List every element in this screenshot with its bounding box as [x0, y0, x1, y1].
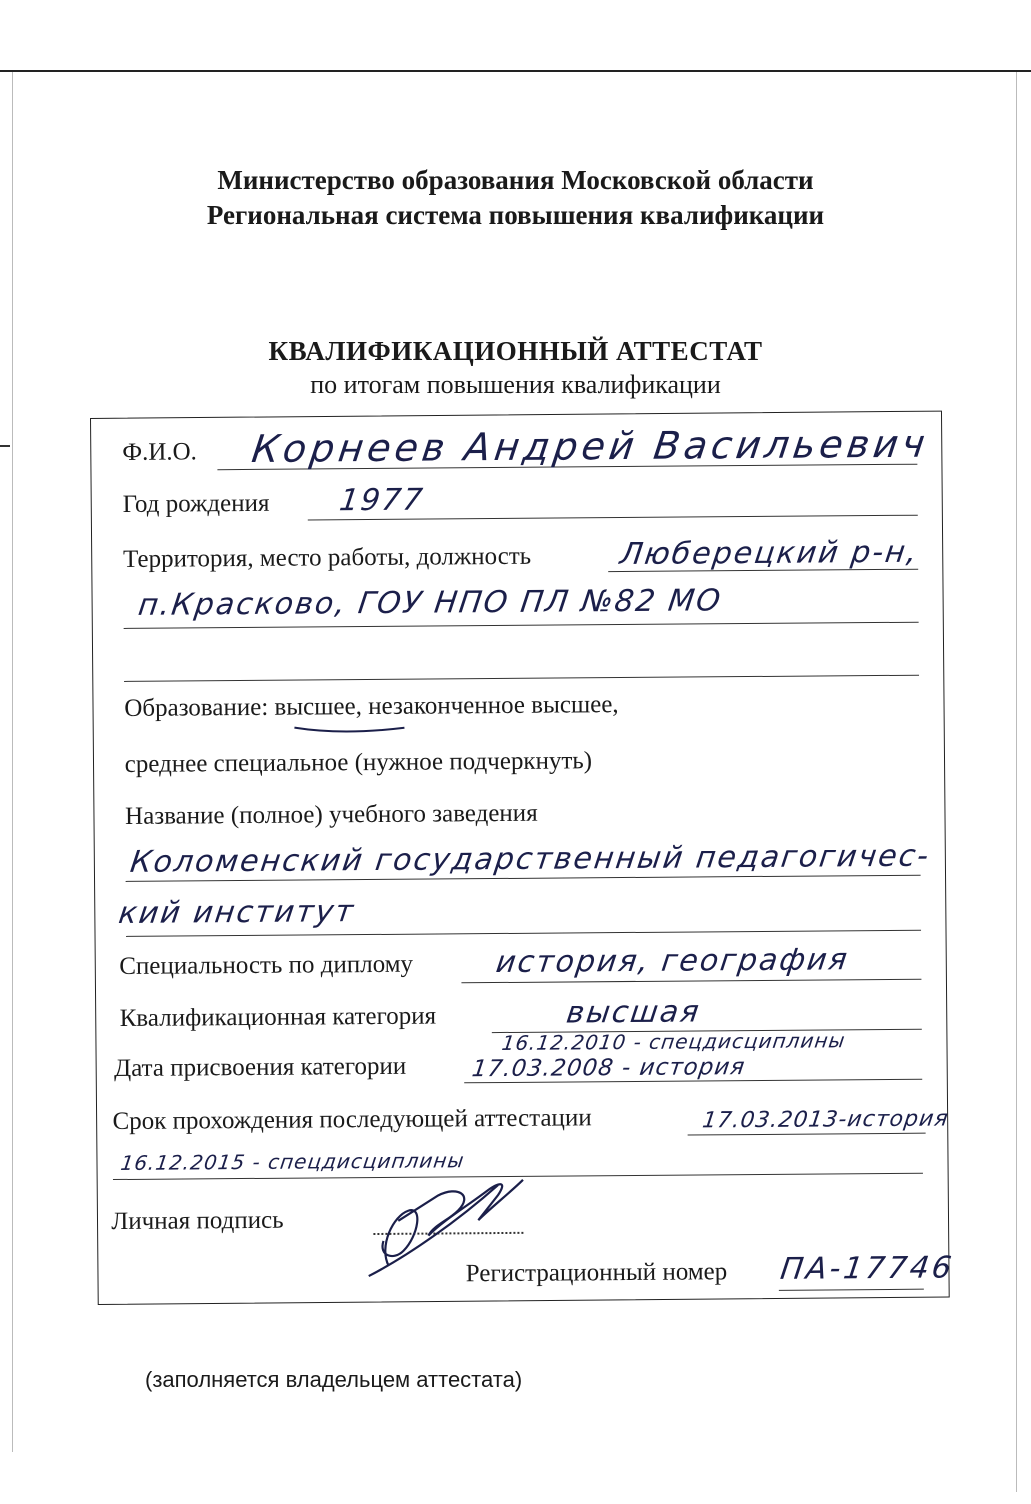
specialty-value: история, география: [493, 942, 852, 981]
work-value-2: п.Красково, ГОУ НПО ПЛ №82 МО: [136, 583, 725, 623]
signature-label: Личная подпись: [111, 1206, 284, 1236]
category-label: Квалификационная категория: [119, 1002, 437, 1032]
fio-label: Ф.И.О.: [122, 438, 197, 466]
specialty-label: Специальность по диплому: [119, 950, 414, 980]
institution-value-1: Коломенский государственный педагогичес-: [128, 838, 933, 880]
date-value-upper: 16.12.2010 - спецдисциплины: [500, 1028, 848, 1056]
next-attestation-value-2: 16.12.2015 - спецдисциплины: [119, 1148, 467, 1176]
institution-line-2: [126, 930, 921, 937]
ministry-name: Министерство образования Московской области: [217, 165, 814, 195]
institution-value-2: кий институт: [116, 894, 358, 932]
work-line-3: [124, 675, 919, 682]
registration-value: ПА-17746: [778, 1250, 957, 1287]
document-subtitle: по итогам повышения квалификации: [310, 370, 721, 399]
education-option-rest: незаконченное высшее,: [368, 691, 619, 721]
registration-line: [779, 1289, 924, 1291]
next-attestation-value-1: 17.03.2013-история: [700, 1106, 951, 1134]
next-attestation-label: Срок прохождения последующей аттестации: [112, 1104, 592, 1136]
date-value: 17.03.2008 - история: [470, 1054, 747, 1083]
document-title: КВАЛИФИКАЦИОННЫЙ АТТЕСТАТ: [268, 336, 763, 366]
underline-mark: [292, 723, 407, 738]
work-value-1: Люберецкий р-н,: [617, 534, 921, 573]
education-label: Образование:: [124, 693, 269, 722]
education-option-high: высшее,: [274, 693, 362, 721]
birth-value: 1977: [337, 482, 427, 519]
system-name: Региональная система повышения квалификации: [206, 200, 825, 230]
birth-label: Год рождения: [122, 489, 270, 518]
institution-label: Название (полное) учебного заведения: [125, 799, 538, 830]
education-line-1: [124, 691, 619, 723]
footer-note: (заполняется владельцем аттестата): [145, 1367, 523, 1392]
registration-label: Регистрационный номер: [465, 1258, 728, 1288]
category-value: высшая: [564, 994, 703, 1031]
education-line-2: среднее специальное (нужное подчеркнуть): [124, 747, 593, 778]
work-line-2: [124, 622, 919, 629]
fio-value: Корнеев Андрей Васильевич: [249, 421, 932, 471]
work-label: Территория, место работы, должность: [122, 542, 532, 573]
date-label: Дата присвоения категории: [113, 1052, 407, 1083]
